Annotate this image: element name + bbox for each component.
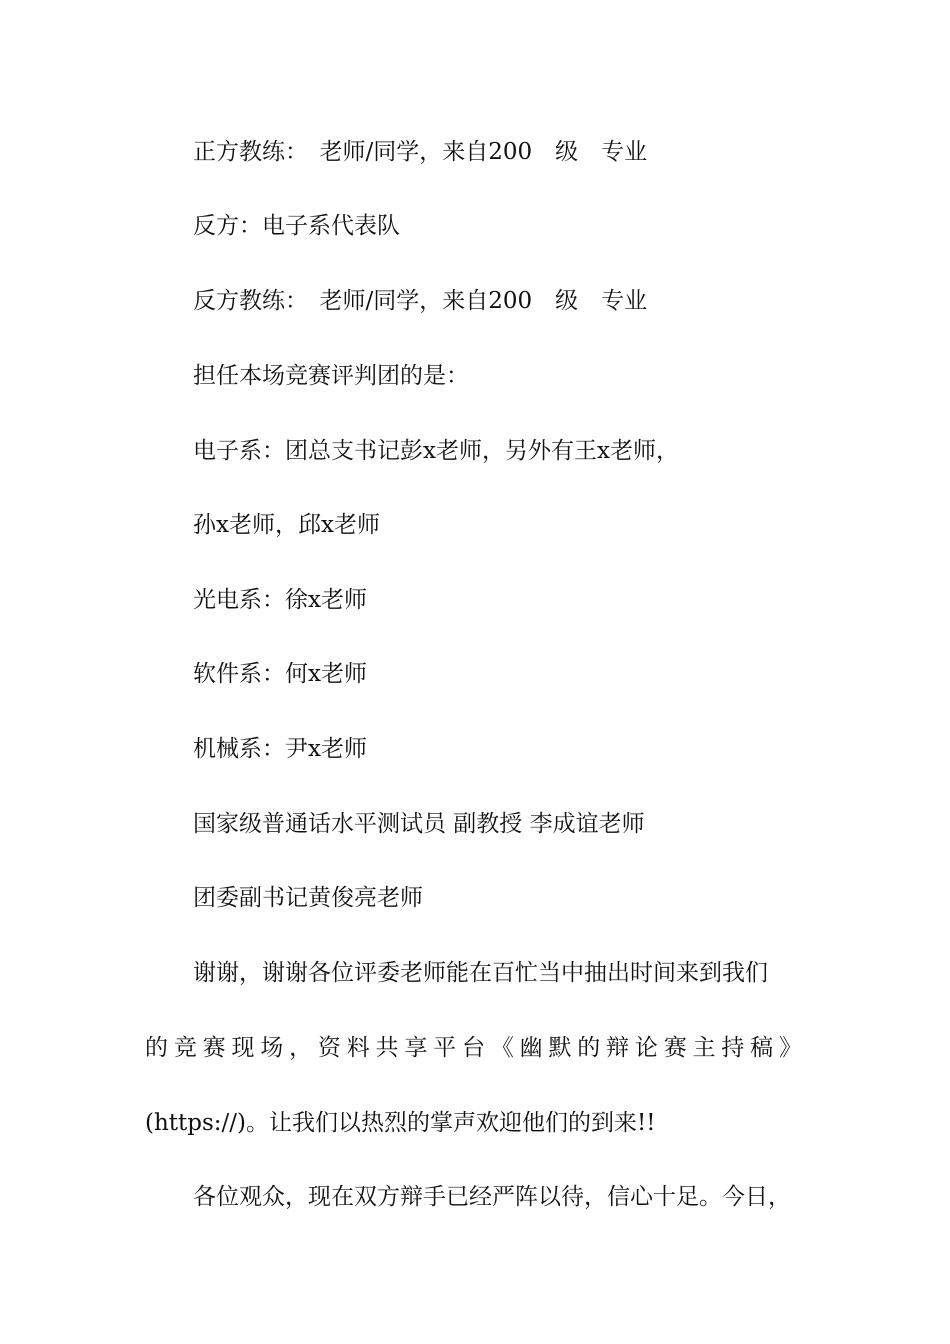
text-line-mechanical-judge: 机械系：尹x老师 [193,736,367,762]
text-line-optoelectronics-judge: 光电系：徐x老师 [193,587,367,613]
text-line-thanks: 谢谢，谢谢各位评委老师能在百忙当中抽出时间来到我们 [193,960,768,986]
text-line-electronics-judges: 电子系：团总支书记彭x老师，另外有王x老师， [193,438,679,464]
text-line-con-coach: 反方教练： 老师/同学，来自200 级 专业 [193,288,648,314]
text-line-applause: (https://)。让我们以热烈的掌声欢迎他们的到来!! [145,1110,656,1136]
text-line-thanks-cont: 的竞赛现场，资料共享平台《幽默的辩论赛主持稿》 [145,1035,805,1061]
text-line-software-judge: 软件系：何x老师 [193,661,367,687]
text-line-audience: 各位观众，现在双方辩手已经严阵以待，信心十足。今日， [193,1184,791,1210]
text-line-mandarin-judge: 国家级普通话水平测试员 副教授 李成谊老师 [193,811,645,837]
text-line-judges-intro: 担任本场竞赛评判团的是： [193,363,469,389]
text-line-pro-coach: 正方教练： 老师/同学，来自200 级 专业 [193,139,648,165]
text-line-con-team: 反方：电子系代表队 [193,213,400,239]
text-line-electronics-judges-cont: 孙x老师，邱x老师 [193,512,380,538]
text-line-league-judge: 团委副书记黄俊亮老师 [193,885,423,911]
